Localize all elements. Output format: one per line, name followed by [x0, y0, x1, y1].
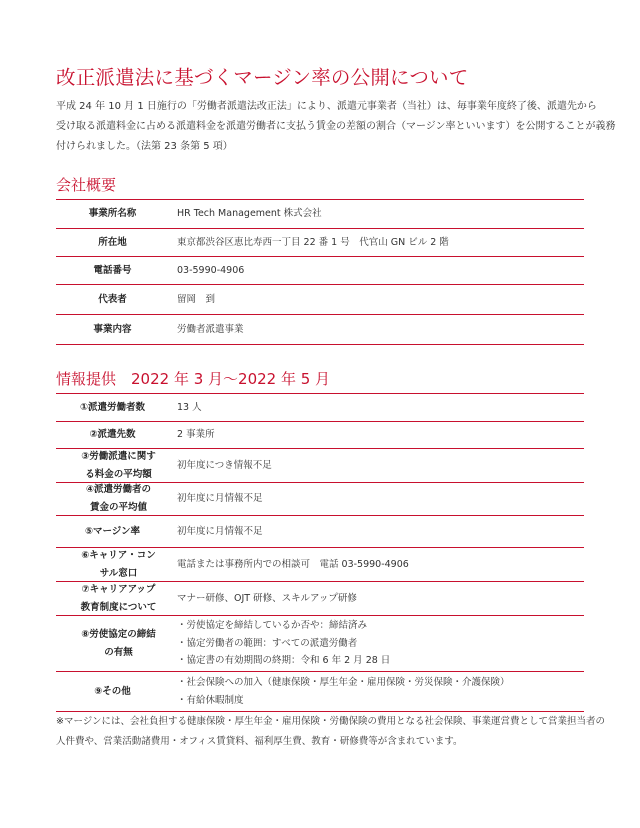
page-title: 改正派遣法に基づくマージン率の公開について — [56, 66, 469, 89]
value-line: 2 事業所 — [177, 429, 215, 441]
info-row — [56, 672, 584, 712]
value-line: ・協定書の有効期間の終期：令和 6 年 2 月 28 日 — [177, 655, 391, 667]
info-row — [56, 582, 584, 616]
info-table — [56, 393, 584, 712]
company-row — [56, 315, 584, 345]
row-label: ②派遣先数 — [89, 429, 136, 440]
row-value — [177, 582, 584, 615]
row-label: ⑨その他 — [94, 685, 131, 697]
value-line: マナー研修、OJT 研修、スキルアップ研修 — [177, 592, 357, 604]
row-value: 労働者派遣事業 — [177, 323, 244, 335]
value-line: 初年度につき情報不足 — [177, 459, 272, 471]
footnote — [56, 712, 606, 752]
row-label: ⑤マージン率 — [84, 525, 141, 537]
intro-line: 付けられました。（法第 23 条第 5 項） — [56, 141, 233, 152]
company-row — [56, 229, 584, 257]
footnote-line: 人件費や、営業活動諸費用・オフィス賃貸料、福利厚生費、教育・研修費等が含まれています。 — [56, 736, 463, 747]
row-value — [177, 516, 584, 547]
company-row — [56, 257, 584, 285]
row-label: 電話番号 — [93, 264, 132, 276]
row-label: ⑦キャリアアップ教育制度について — [80, 583, 157, 613]
row-value — [177, 422, 584, 448]
info-row — [56, 422, 584, 449]
row-label: ④派遣労働者の 賃金の平均値 — [85, 484, 161, 513]
value-line: ・有給休暇制度 — [177, 694, 244, 706]
row-value: 03-5990-4906 — [177, 264, 245, 276]
value-line: 電話または事務所内での相談可 電話 03-5990-4906 — [177, 558, 409, 570]
row-label: ③労働派遣に関する料金の平均額 — [81, 450, 156, 480]
info-heading: 情報提供 2022 年 3 月～2022 年 5 月 — [56, 370, 331, 388]
row-value — [177, 483, 584, 515]
info-row — [56, 616, 584, 672]
row-label: ⑥キャリア・コンサル窓口 — [81, 549, 156, 579]
row-value — [177, 449, 584, 482]
company-row — [56, 200, 584, 229]
info-row — [56, 516, 584, 548]
row-value — [177, 672, 584, 711]
footnote-line: ※マージンには、会社負担する健康保険・厚生年金・雇用保険・労働保険の費用となる社会保険、事業運営費として営業担当者の — [56, 716, 606, 727]
row-value — [177, 548, 584, 581]
row-label: 事業内容 — [93, 323, 132, 335]
row-label: 事業所名称 — [88, 208, 137, 219]
row-label: ①派遣労働者数 — [79, 401, 146, 413]
row-value — [177, 616, 584, 671]
value-line: ・協定労働者の範囲：すべての派遣労働者 — [177, 637, 358, 649]
row-value: 留岡 到 — [177, 293, 216, 305]
company-table — [56, 199, 584, 345]
value-line: 初年度に月情報不足 — [177, 493, 263, 505]
row-label: ⑧労使協定の締結の有無 — [81, 628, 156, 658]
value-line: ・労使協定を締結しているか否や：締結済み — [177, 620, 368, 632]
info-row — [56, 449, 584, 483]
value-line: 13 人 — [177, 401, 202, 413]
row-label: 所在地 — [98, 236, 127, 248]
info-row — [56, 548, 584, 582]
row-value: 東京都渋谷区恵比寿西一丁目 22 番 1 号 代官山 GN ビル 2 階 — [177, 236, 449, 248]
company-row — [56, 285, 584, 315]
value-line: ・社会保険への加入（健康保険・厚生年金・雇用保険・労災保険・介護保険） — [177, 677, 510, 688]
intro-line: 受け取る派遣料金に占める派遣料金を派遣労働者に支払う賃金の差額の割合（マージン率といいます）を公開することが義務 — [56, 121, 616, 132]
company-heading: 会社概要 — [56, 176, 117, 194]
info-row — [56, 483, 584, 516]
row-value: HR Tech Management 株式会社 — [177, 208, 322, 220]
value-line: 初年度に月情報不足 — [177, 525, 263, 537]
info-row — [56, 394, 584, 422]
intro-paragraph — [56, 97, 616, 157]
row-label: 代表者 — [98, 293, 127, 305]
intro-line: 平成 24 年 10 月 1 日施行の「労働者派遣法改正法」により、派遣元事業者（当社）は、毎事業年度終了後、派遣先から — [56, 101, 597, 112]
row-value — [177, 394, 584, 421]
